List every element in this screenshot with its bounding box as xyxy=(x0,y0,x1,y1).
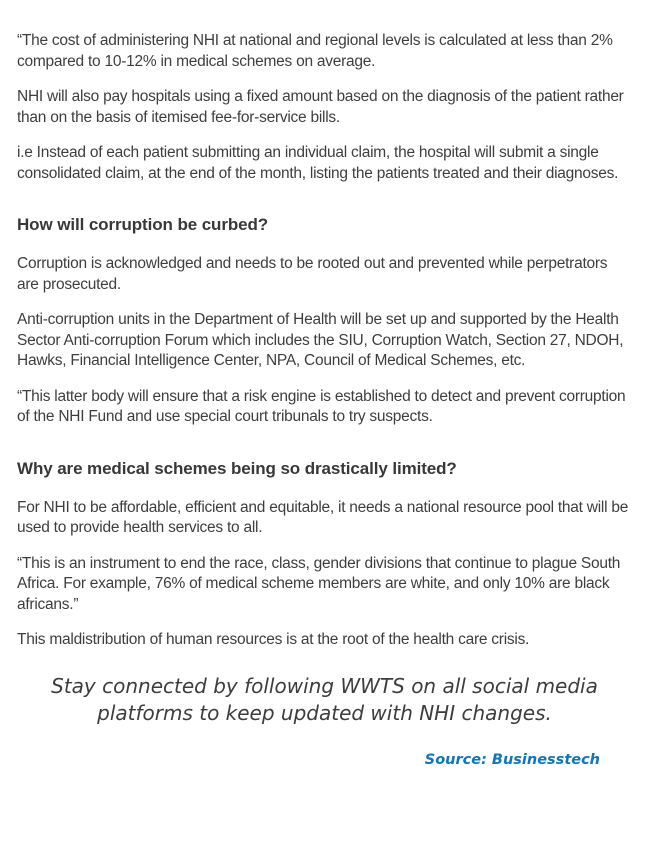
source-attribution: Source: Businesstech xyxy=(424,751,600,768)
section-heading-medical-schemes: Why are medical schemes being so drastically limited? xyxy=(17,458,457,478)
section-medical-schemes xyxy=(17,459,632,651)
paragraph-national-resource-pool: For NHI to be affordable, efficient and equitable, it needs a national resource pool that will be used to provide health services to all. xyxy=(17,498,629,536)
section-intro xyxy=(17,31,632,184)
paragraph-maldistribution: This maldistribution of human resources is at the root of the health care crisis. xyxy=(17,631,530,648)
paragraph-consolidated-claim: i.e Instead of each patient submitting an individual claim, the hospital will submit a single consolidated claim, at the end of the month, listing the patients treated and their diagnoses. xyxy=(17,144,619,182)
section-corruption xyxy=(17,215,632,428)
paragraph-race-class-gender: “This is an instrument to end the race, class, gender divisions that continue to plague South Africa. For example, 76% of medical scheme members are white, and only 10% are black africans.” xyxy=(17,554,621,613)
paragraph-nhi-admin-cost: “The cost of administering NHI at national and regional levels is calculated at less than 2% compared to 10-12% in medical schemes on average. xyxy=(17,32,613,70)
paragraph-corruption-acknowledged: Corruption is acknowledged and needs to be rooted out and prevented while perpetrators are prosecuted. xyxy=(17,255,608,293)
section-heading-corruption: How will corruption be curbed? xyxy=(17,215,269,234)
paragraph-hospital-payment: NHI will also pay hospitals using a fixed amount based on the diagnosis of the patient rather than on the basis of itemised fee-for-service bills. xyxy=(17,88,624,126)
paragraph-risk-engine: “This latter body will ensure that a risk engine is established to detect and prevent corruption of the NHI Fund and use special court tribunals to try suspects. xyxy=(17,387,626,425)
paragraph-anticorruption-units: Anti-corruption units in the Department of Health will be set up and supported by the Health Sector Anti-corruption Forum which includes the SIU, Corruption Watch, Section 27, NDOH, Hawks, Financial Intelligence Center, NPA, Council of Medical Schemes, etc. xyxy=(17,311,624,369)
social-media-tagline: Stay connected by following WWTS on all social media platforms to keep updated with NHI changes. xyxy=(51,673,598,725)
